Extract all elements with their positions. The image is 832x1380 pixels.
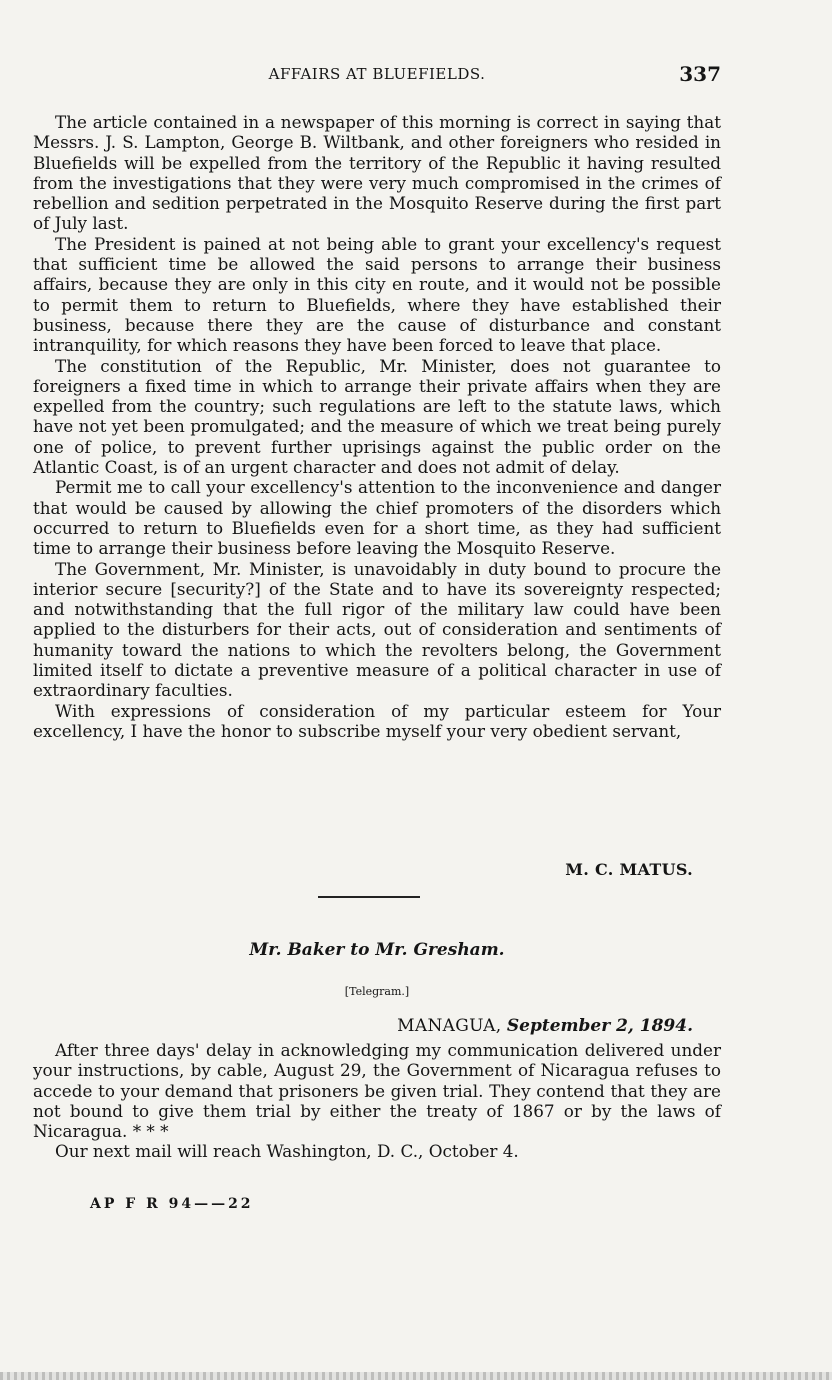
- telegram-dateline: [33, 1016, 693, 1036]
- letter-paragraph: Permit me to call your excellency's attention to the inconvenience and danger that would be caused by allowing the chief promoters of the disorders which occurred to return to Bluefields even for a short time, as they had sufficient time to arrange their business before leaving the Mosquito Reserve.: [33, 477, 721, 559]
- letter-signature: M. C. MATUS.: [565, 860, 693, 879]
- letter-paragraph: The Government, Mr. Minister, is unavoidably in duty bound to procure the interior secure [security?] of the State and to have its sovereignty respected; and notwithstanding that the full rigor of the military law could have been applied to the disturbers for their acts, out of consideration and sentiments of humanity toward the nations to which the revolters belong, the Government limited itself to dictate a preventive measure of a political character in use of extraordinary faculties.: [33, 558, 721, 701]
- telegram-paragraph: After three days' delay in acknowledging my communication delivered under your instructions, by cable, August 29, the Government of Nicaragua refuses to accede to your demand that prisoners be given trial. They contend that they are not bound to give them trial by either the treaty of 1867 or by the laws of Nicaragua. * * *: [33, 1040, 721, 1142]
- dateline-place: MANAGUA,: [397, 1016, 502, 1036]
- letter-body: [33, 112, 721, 741]
- telegram-paragraph: Our next mail will reach Washington, D. C., October 4.: [55, 1141, 519, 1162]
- letter-paragraph: The President is pained at not being able to grant your excellency's request that sufficient time be allowed the said persons to arrange their business affairs, because they are only in this city en route, and it would not be possible to permit them to return to Bluefields, where they have established their business, because there they are the cause of disturbance and constant intranquility, for which reasons they have been forced to leave that place.: [33, 233, 721, 356]
- telegram-body: [33, 1040, 721, 1162]
- printer-signature-mark: AP F R 94——22: [90, 1196, 254, 1212]
- telegram-label: [Telegram.]: [344, 985, 410, 998]
- telegram-heading: Mr. Baker to Mr. Gresham.: [249, 940, 505, 960]
- running-title: AFFAIRS AT BLUEFIELDS.: [268, 65, 486, 83]
- scan-edge-artifact: [0, 1372, 832, 1380]
- page-number: 337: [679, 62, 721, 86]
- page-header: [33, 62, 721, 88]
- letter-paragraph: The constitution of the Republic, Mr. Minister, does not guarantee to foreigners a fixed time in which to arrange their private affairs when they are expelled from the country; such regulations are left to the statute laws, which have not yet been promulgated; and the measure of which we treat being purely one of police, to prevent further uprisings against the public order on the Atlantic Coast, is of an urgent character and does not admit of delay.: [33, 355, 721, 478]
- letter-paragraph: With expressions of consideration of my particular esteem for Your excellency, I have the honor to subscribe myself your very obedient servant,: [33, 700, 721, 741]
- letter-paragraph: The article contained in a newspaper of this morning is correct in saying that Messrs. J. S. Lampton, George B. Wiltbank, and other foreigners who resided in Bluefields will be expelled from the territory of the Republic it having resulted from the investigations that they were very much compromised in the crimes of rebellion and sedition perpetrated in the Mosquito Reserve during the first part of July last.: [33, 112, 721, 234]
- section-divider: [318, 896, 420, 898]
- dateline-date: September 2, 1894.: [506, 1016, 693, 1036]
